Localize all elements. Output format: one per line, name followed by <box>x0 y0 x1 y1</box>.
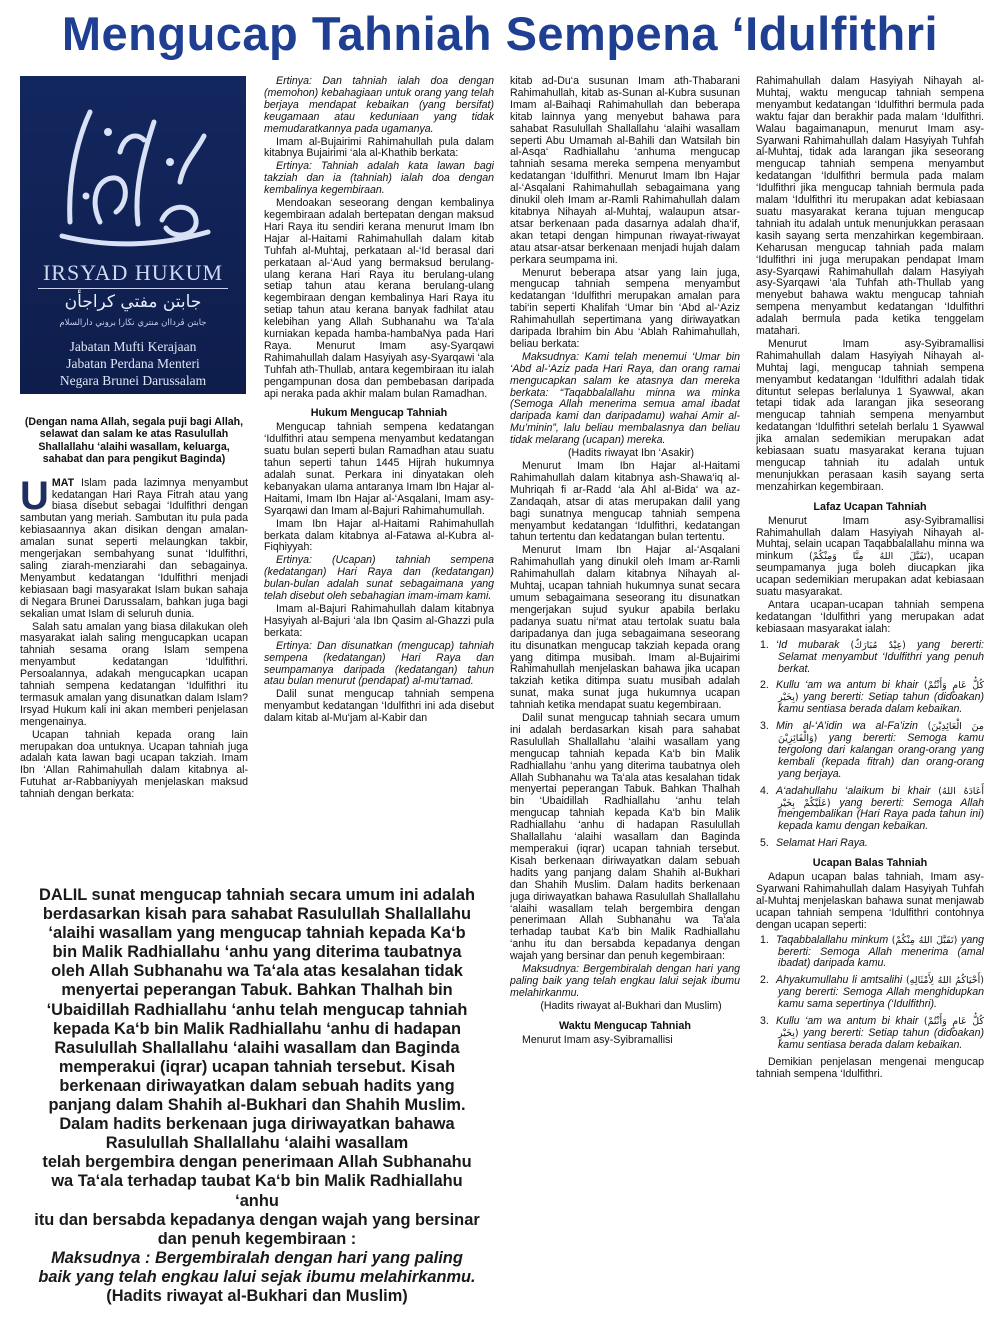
dalil-line: memperakui (iqrar) ucapan tahniah tersebut. Kisah <box>58 1057 456 1076</box>
dept-line-3: Negara Brunei Darussalam <box>59 373 207 388</box>
reply-number: 1. <box>760 933 769 946</box>
dalil-line: bin Malik Radhiallahu ‘anhu yang diterima taubatnya <box>52 943 462 962</box>
column-1 <box>20 416 248 886</box>
opening-invocation: (Dengan nama Allah, segala puji bagi Allah, selawat dan salam ke atas Rasulullah Shallallahu ‘alaihi wasallam, keluarga, sahabat dan para pengikut Baginda) <box>24 416 244 466</box>
logo-title: IRSYAD HUKUM <box>42 260 224 285</box>
reply-item <box>756 975 984 1011</box>
dalil-line: itu dan bersabda kepadanya dengan wajah yang bersinar <box>34 1210 480 1229</box>
calligraphy-emblem <box>50 92 216 252</box>
irsyad-hukum-logo <box>20 76 246 394</box>
reply-arabic: (تَقَبَّلَ اللهُ مِنْكُمْ) <box>891 934 962 946</box>
greeting-meaning: yang bererti: Selamat menyambut ‘Idulfithri yang penuh berkat. <box>778 638 984 675</box>
greeting-number: 5. <box>760 837 769 850</box>
dalil-line: dan penuh kegembiraan : <box>157 1229 357 1248</box>
column-4 <box>756 76 984 1324</box>
col2-paragraph-7: Ertinya: (Ucapan) tahniah sempena (kedatangan) Hari Raya dan (kedatangan) bulan-bulan adalah sunat sebagaimana yang telah disebut oleh sebahagian imam-imam kami. <box>264 554 494 603</box>
dalil-line: Dalam hadits berkenaan juga diriwayatkan bahawa <box>59 1115 455 1134</box>
greeting-meaning: yang bererti: Semoga kamu tergolong dari kalangan orang-orang yang kembali (kepada fitrah) dan orang-orang yang berjaya. <box>778 732 984 780</box>
col1-paragraph-3: Ucapan tahniah kepada orang lain merupakan doa untuknya. Ucapan tahniah juga adalah kata lawan bagi ucapan takziah. Imam Ibn ‘Allan Rahimahullah dalam kitabnya al-Futuhat ar-Rabbaniyyah menjelaskan maksud tahniah dengan berkata: <box>20 728 248 801</box>
reply-meaning: yang bererti: Semoga Allah menerima (amal ibadat) daripada kamu. <box>778 933 984 970</box>
dalil-line: ‘alaihi wasallam yang mengucap tahniah kepada Ka‘b <box>48 924 466 943</box>
dalil-line: wa Ta‘ala terhadap taubat Ka‘b bin Malik Radhiallahu <box>51 1172 463 1191</box>
reply-number: 2. <box>760 974 769 987</box>
drop-cap: U <box>20 473 49 518</box>
col3-paragraph-3: Maksudnya: Kami telah menemui ‘Umar bin ‘Abd al-‘Aziz pada Hari Raya, dan orang ramai mengucapkan salam ke atasnya dan mereka berkata: “Taqabbalallahu minna wa minka (Semoga Allah menerima semua amal ibadat daripada kami dan daripadamu) wahai Amir al-Mu’minin”, lalu beliau membalasnya dan beliau tidak melarang (ucapan) mereka. <box>510 350 740 447</box>
dept-line-1: Jabatan Mufti Kerajaan <box>69 339 197 354</box>
section-heading-lafaz: Lafaz Ucapan Tahniah <box>813 500 927 513</box>
greeting-phrase: Selamat Hari Raya. <box>776 837 868 850</box>
greeting-number: 1. <box>760 638 769 651</box>
greeting-arabic: (عِيْدٌ مُبَارَكٌ) <box>850 639 917 651</box>
greeting-phrase: A‘adahullahu ‘alaikum bi khair <box>776 784 939 797</box>
col4-paragraph-4: Antara ucapan-ucapan tahniah sempena kedatangan ‘Idulfithri yang merupakan adat kebiasaan masyarakat ialah: <box>756 598 984 635</box>
greeting-number: 2. <box>760 679 769 692</box>
col3-paragraph-2: Menurut beberapa atsar yang lain juga, mengucap tahniah sempena menyambut kedatangan ‘Idulfithri merupakan amalan para tabi‘in seperti Khalifah ‘Umar bin ‘Abd al-‘Aziz Rahimahullah sepertimana yang diriwayatkan daripada Ibrahim bin Abu ‘Ablah Rahimahullah, beliau berkata: <box>510 266 740 350</box>
col3-paragraph-1: kitab ad-Du‘a susunan Imam ath-Thabarani Rahimahullah, kitab as-Sunan al-Kubra susunan Imam al-Baihaqi Rahimahullah dan beberapa kitab lainnya yang menyebut bahawa para sahabat Rasulullah Shallallahu ‘alaihi wasallam seperti Abu Umamah al-Bahili dan Watsilah bin al-Asqa‘ Radhiallahu ‘anhuma mengucap tahniah sesama mereka sempena menyambut kedatangan ‘Idulfithri. Menurut Imam Ibn Hajar al-‘Asqalani Rahimahullah sebagaimana yang dinukil oleh Imam ar-Ramli Rahimahullah dalam kitabnya Nihayah al-Muhtaj, walaupun atsar-atsar berkenaan pada dasarnya adalah dha‘if, akan tetapi dengan himpunan riwayat-riwayat atau atsar-atsar berkenaan menjadi hujah dalam perkara seumpama ini. <box>510 76 740 266</box>
greeting-number: 4. <box>760 784 769 797</box>
section-heading-balas: Ucapan Balas Tahniah <box>812 857 928 870</box>
reply-phrase: Taqabbalallahu minkum <box>776 933 892 946</box>
col1-paragraph-1 <box>20 473 248 621</box>
greeting-item <box>756 680 984 716</box>
col4-paragraph-1: Rahimahullah dalam Hasyiyah Nihayah al-Muhtaj, waktu mengucap tahniah sempena menyambut kedatangan ‘Idulfithri bermula pada waktu fajar dan berakhir pada malam ‘Idulfithri. Walau bagaimanapun, menurut Imam asy-Syarwani Rahimahullah dalam Hasyiyah Tuhfah al-Muhtaj, tidak ada larangan jika seseorang mengucap tahniah sempena menyambut kedatangan ‘Idulfithri bermula pada malam ‘Idulfithri jika mengucap tahniah bermula pada malam ‘Idulfithri itu merupakan adat kebiasaan suatu masyarakat kerana tujuan mengucap tahniah itu adalah untuk menunjukkan perasaan kasih sayang serta menzahirkan kegembiraan. Keharusan mengucap tahniah pada malam ‘Idulfithri ini juga merupakan pendapat Imam asy-Syarqawi Rahimahullah dalam Hasyiyah asy-Syarqawi ‘ala Tuhfah ath-Thullab yang menyebut bahawa waktu mengucap tahniah sempena menyambut kedatangan ‘Idulfithri adalah bermula pada ketika tenggelam matahari. <box>756 76 984 338</box>
drop-cap-lead: MAT <box>51 476 75 489</box>
col3-paragraph-5: Menurut Imam Ibn Hajar al-Haitami Rahimahullah dalam kitabnya ash-Shawa‘iq al-Muhriqah fi ar-Radd ‘ala Ahl al-Bida‘ wa az-Zandaqah, atsar di atas merupakan dalil yang bagi sunatnya mengucap tahniah sempena menyambut kedatangan ‘Idulfithri, kedatangan tahun tertentu dan kedatangan bulan tertentu. <box>510 460 740 544</box>
page-headline: Mengucap Tahniah Sempena ‘Idulfithri <box>61 7 939 60</box>
column-3 <box>510 76 740 1324</box>
reply-number: 3. <box>760 1015 769 1028</box>
logo-arabic-org-sub: جابتن ڤرداان منتري نڬارا بروني دارالسلام <box>59 318 207 328</box>
dept-line-2: Jabatan Perdana Menteri <box>66 356 200 371</box>
dalil-pull-quote <box>20 886 494 1316</box>
col2-paragraph-2: Imam al-Bujairimi Rahimahullah pula dalam kitabnya Bujairimi ‘ala al-Khathib berkata: <box>264 135 494 160</box>
col4-p3-arabic: (تَقَبَّلَ اللهُ مِنَّا وَمِنْكُمْ) <box>808 551 931 563</box>
greeting-item <box>756 640 984 676</box>
col2-paragraph-4: Mendoakan seseorang dengan kembalinya kegembiraan adalah bertepatan dengan maksud Hari Raya itu sendiri kerana menurut Imam Ibn Hajar al-Haitami Rahimahullah dalam kitab Tuhfah al-Muhtaj, perkataan al-‘Id berasal dari perkataan al-‘Aud yang bermaksud berulang-ulang kerana Hari Raya itu berulang-ulang setiap tahun atau kerana berulang-ulang kegembiraan dengan kembalinya Hari Raya itu setiap tahun atau kerana banyak fadhilat atau kelebihan yang Allah Subhanahu wa Ta‘ala kurniakan kepada hamba-hambaNya pada Hari Raya. Menurut Imam asy-Syarqawi Rahimahullah dalam Hasyiyah asy-Syarqawi ‘ala Tuhfah ath-Thullab, antara kegembiraan itu ialah pengampunan dosa dan pembebasan daripada api neraka pada akhir malam bulan Ramadhan. <box>264 197 494 400</box>
reply-arabic: (كُلُّ عَامٍ وَأَنْتُمْ بِخَيْرٍ) <box>778 1016 984 1039</box>
col3-paragraph-6: Menurut Imam Ibn Hajar al-‘Asqalani Rahimahullah yang dinukil oleh Imam ar-Ramli Rahimahullah dalam kitabnya Nihayah al-Muhtaj, ucapan tahniah hukumnya sunat secara umum sebagaimana seseorang itu disunatkan mengerjakan sujud syukur apabila berlaku padanya suatu ni‘mat atau tertolak suatu bala daripadanya dan juga sebagaimana seseorang itu disunatkan mengucap takziah kepada orang yang ditimpa musibah. Imam al-Bujairimi Rahimahullah menjelaskan bahawa jika ucapan takziah ketika ditimpa suatu musibah adalah sunat, maka sunat juga hukumnya ucapan tahniah ketika mendapat suatu kegembiraan. <box>510 544 740 712</box>
column-2 <box>264 76 494 886</box>
col2-paragraph-5: Mengucap tahniah sempena kedatangan ‘Idulfithri atau sempena menyambut kedatangan suatu bulan seperti bulan Ramadhan atau suatu tahun seperti tahun 1445 Hijrah hukumnya adalah sunat. Perkara ini dinyatakan oleh kebanyakan ulama antaranya Imam Ibn Hajar al-Haitami, Imam Ibn Hajar al-‘Asqalani, Imam asy-Syarqawi dan Imam al-Bajuri Rahimahumullah. <box>264 421 494 517</box>
dalil-line: oleh Allah Subhanahu wa Ta‘ala atas kesalahan tidak <box>51 962 463 981</box>
dalil-line: Rasulullah Shallallahu ‘alaihi wasallam dan Baginda <box>54 1038 460 1057</box>
logo-arabic-org: جابتن مفتي كراجأن <box>64 292 202 312</box>
col3-paragraph-7: Dalil sunat mengucap tahniah secara umum ini adalah berdasarkan kisah para sahabat Rasulullah Shallallahu ‘alaihi wasallam yang mengucap tahniah kepada Ka‘b bin Malik Radhiallahu ‘anhu yang diterima taubatnya oleh Allah Subhanahu wa Ta‘ala atas kesalahan tidak menyertai peperangan Tabuk. Bahkan Thalhah bin ‘Ubaidillah Radhiallahu ‘anhu telah mengucap tahniah kepada Ka‘b bin Malik Radhiallahu ‘anhu di hadapan Rasulullah Shallallahu ‘alaihi wasallam dan Baginda memperakui (iqrar) ucapan tahniah tersebut. Kisah berkenaan diriwayatkan dalam sebuah hadits yang panjang dalam Shahih al-Bukhari dan Shahih Muslim. Dalam hadits berkenaan juga diriwayatkan bahawa Rasulullah Shallallahu ‘alaihi wasallam telah bergembira dengan penerimaan Allah Subhanahu wa Ta‘ala terhadap taubat Ka‘b bin Malik Radhiallahu ‘anhu itu dan bersabda kepadanya dengan wajah yang bersinar dan penuh kegembiraan: <box>510 712 740 963</box>
greeting-meaning: yang bererti: Setiap tahun (didoakan) kamu sentiasa berada dalam kebaikan. <box>778 691 984 716</box>
col4-paragraph-3 <box>756 516 984 599</box>
dalil-line: DALIL sunat mengucap tahniah secara umum ini adalah <box>39 886 475 904</box>
col4-paragraph-2: Menurut Imam asy-Syibramallisi Rahimahullah dalam Hasyiyah Nihayah al-Muhtaj lagi, mengucap tahniah sempena menyambut kedatangan ‘Idulfithri adalah tidak dituntut selepas berlalunya 1 Syawwal, akan tetapi tidak ada larangan jika seseorang mengucap tahniah sempena menyambut kedatangan ‘Idulfithri setelah berlalu 1 Syawwal jika amalan sedemikian merupakan adat kebiasaan suatu masyarakat kerana tujuan mengucap tahniah itu adalah untuk menunjukkan perasaan kasih sayang serta menzahirkan kegembiraan. <box>756 337 984 493</box>
dalil-line: panjang dalam Shahih al-Bukhari dan Shahih Muslim. <box>48 1096 466 1115</box>
dalil-line: menyertai peperangan Tabuk. Bahkan Thalhah bin <box>61 981 453 1000</box>
col4-p3-part-b: , ucapan seumpamanya juga boleh diucapkan jika ucapan sedemikian merupakan adat kebiasaan suatu masyarakat. <box>756 550 984 599</box>
greeting-item <box>756 721 984 781</box>
dalil-line: telah bergembira dengan penerimaan Allah Subhanahu <box>42 1153 472 1172</box>
reply-meaning: yang bererti: Setiap tahun (didoakan) kamu sentiasa berada dalam kebaikan. <box>778 1026 984 1051</box>
dalil-line: baik yang telah engkau lalui sejak ibumu melahirkanmu. <box>38 1267 476 1286</box>
col3-paragraph-4: (Hadits riwayat Ibn ‘Asakir) <box>568 447 694 460</box>
dalil-line: Rasulullah Shallallahu ‘alaihi wasallam <box>105 1134 409 1153</box>
col4-p3-part-a: Menurut Imam asy-Syibramallisi Rahimahullah dalam Hasyiyah Nihayah al-Muhtaj, selain ucapan Taqabbalallahu minna wa minkum <box>756 514 984 563</box>
col2-paragraph-1: Ertinya: Dan tahniah ialah doa dengan (memohon) kebahagiaan untuk orang yang telah berjaya mendapat kebaikan (yang bersifat) keugamaan atau keduniaan yang tidak memudaratkannya pada ugamanya. <box>264 76 494 135</box>
greeting-phrase: Min al-‘A’idin wa al-Fa’izin <box>776 720 928 733</box>
col3-paragraph-10: Menurut Imam asy-Syibramallisi <box>522 1033 673 1046</box>
col2-paragraph-10: Dalil sunat mengucap tahniah sempena menyambut kedatangan ‘Idulfithri ini ada disebut dalam kitab al-Mu‘jam al-Kabir dan <box>264 688 494 725</box>
dalil-line: kepada Ka‘b bin Malik Radhiallahu ‘anhu di hadapan <box>52 1019 461 1038</box>
dalil-line: berkenaan diriwayatkan dalam sebuah hadits yang <box>59 1076 455 1095</box>
reply-item <box>756 1016 984 1052</box>
dalil-line: ‘anhu <box>235 1191 279 1210</box>
col3-paragraph-9: (Hadits riwayat al-Bukhari dan Muslim) <box>540 999 722 1012</box>
col4-paragraph-6: Demikian penjelasan mengenai mengucap tahniah sempena ‘Idulfithri. <box>756 1055 984 1080</box>
reply-phrase: Ahyakumullahu li amtsalihi <box>776 974 906 987</box>
reply-list <box>756 935 984 1052</box>
col2-paragraph-6: Imam Ibn Hajar al-Haitami Rahimahullah berkata dalam kitabnya al-Fatawa al-Kubra al-Fiqhiyyah: <box>264 517 494 554</box>
reply-arabic: (أَحْيَاكُمُ اللهُ لِأَمْثَالِهِ) <box>905 975 984 987</box>
greeting-list <box>756 640 984 851</box>
greeting-item <box>756 786 984 834</box>
reply-item <box>756 935 984 971</box>
col2-paragraph-3: Ertinya: Tahniah adalah kata lawan bagi takziah dan ia (tahniah) ialah doa dengan kembalinya kegembiraan. <box>264 160 494 197</box>
col2-paragraph-8: Imam al-Bajuri Rahimahullah dalam kitabnya Hasyiyah al-Bajuri ‘ala Ibn Qasim al-Ghazzi pula berkata: <box>264 602 494 639</box>
reply-phrase: Kullu ‘am wa antum bi khair <box>776 1015 924 1028</box>
col4-paragraph-5: Adapun ucapan balas tahniah, Imam asy-Syarwani Rahimahullah dalam Hasyiyah Tuhfah al-Muhtaj menjelaskan bahawa sunat menjawab ucapan tahniah sempena ‘Idulfithri contohnya dengan ucapan seperti: <box>756 871 984 931</box>
dalil-line: (Hadits riwayat al-Bukhari dan Muslim) <box>106 1286 408 1305</box>
logo-divider <box>38 288 228 289</box>
col2-paragraph-9: Ertinya: Dan disunatkan (mengucap) tahniah sempena (kedatangan) Hari Raya dan seumpamanya daripada (kedatangan) tahun atau bulan menurut (pendapat) al-mu‘tamad. <box>264 639 494 688</box>
reply-meaning: yang bererti: Semoga Allah menghidupkan kamu sama sepertinya (‘Idulfithri). <box>778 986 984 1011</box>
col3-paragraph-8: Maksudnya: Bergembiralah dengan hari yang paling baik yang telah engkau lalui sejak ibumu melahirkanmu. <box>510 963 740 999</box>
dalil-line: ‘Ubaidillah Radhiallahu ‘anhu telah mengucap tahniah <box>46 1000 468 1019</box>
greeting-phrase: Kullu ‘am wa antum bi khair <box>776 679 924 692</box>
section-heading-hukum: Hukum Mengucap Tahniah <box>310 407 448 420</box>
section-heading-waktu: Waktu Mengucap Tahniah <box>559 1019 691 1032</box>
dalil-line: berdasarkan kisah para sahabat Rasulullah Shallallahu <box>42 905 472 924</box>
col1-p1-text: Islam pada lazimnya menyambut kedatangan Hari Raya Fitrah atau yang biasa disebut sebagai ‘Idulfithri dengan sambutan yang meriah. Sambutan itu pula pada kebiasaannya akan disikan dengan amalan-amalan sunat seperti melaungkan takbir, mengerjakan sembahyang sunat ‘Idulfithri, saling ziarah-menziarahi dan sebagainya. Menyambut kedatangan ‘Idulfithri menjadi kebiasaan bagi masyarakat Islam bukan sahaja di Negara Brunei Darussalam, bahkan juga bagi sekalian umat Islam di seluruh dunia. <box>20 476 248 620</box>
dalil-line: Maksudnya : Bergembiralah dengan hari yang paling <box>51 1248 463 1267</box>
greeting-number: 3. <box>760 720 769 733</box>
greeting-meaning: yang bererti: Semoga Allah mengembalikan (Hari Raya pada tahun ini) kepada kamu dengan kebaikan. <box>778 796 984 833</box>
greeting-arabic: (كُلُّ عَامٍ وَأَنْتُمْ بِخَيْرٍ) <box>778 680 984 704</box>
greeting-arabic: (مِنَ الْعَائِدِيْنَ وَالْفَائِزِيْنَ) <box>778 721 984 745</box>
greeting-arabic: (أَعَادَهُ اللهُ عَلَيْكُمْ بِخَيْرٍ) <box>778 785 984 809</box>
greeting-item <box>756 838 984 850</box>
col1-paragraph-2: Salah satu amalan yang biasa dilakukan oleh masyarakat ialah saling mengucapkan ucapan tahniah sesama orang Islam sempena menyambut kedatangan ‘Idulfithri. Persoalannya, adakah mengucapkan ucapan tahniah sempena kedatangan ‘Idulfithri itu termasuk amalan yang disunatkan dalam Islam? Irsyad Hukum kali ini akan memberi penjelasan mengenainya. <box>20 620 248 728</box>
logo-department <box>20 338 246 389</box>
greeting-phrase: ‘Id mubarak <box>776 638 851 651</box>
